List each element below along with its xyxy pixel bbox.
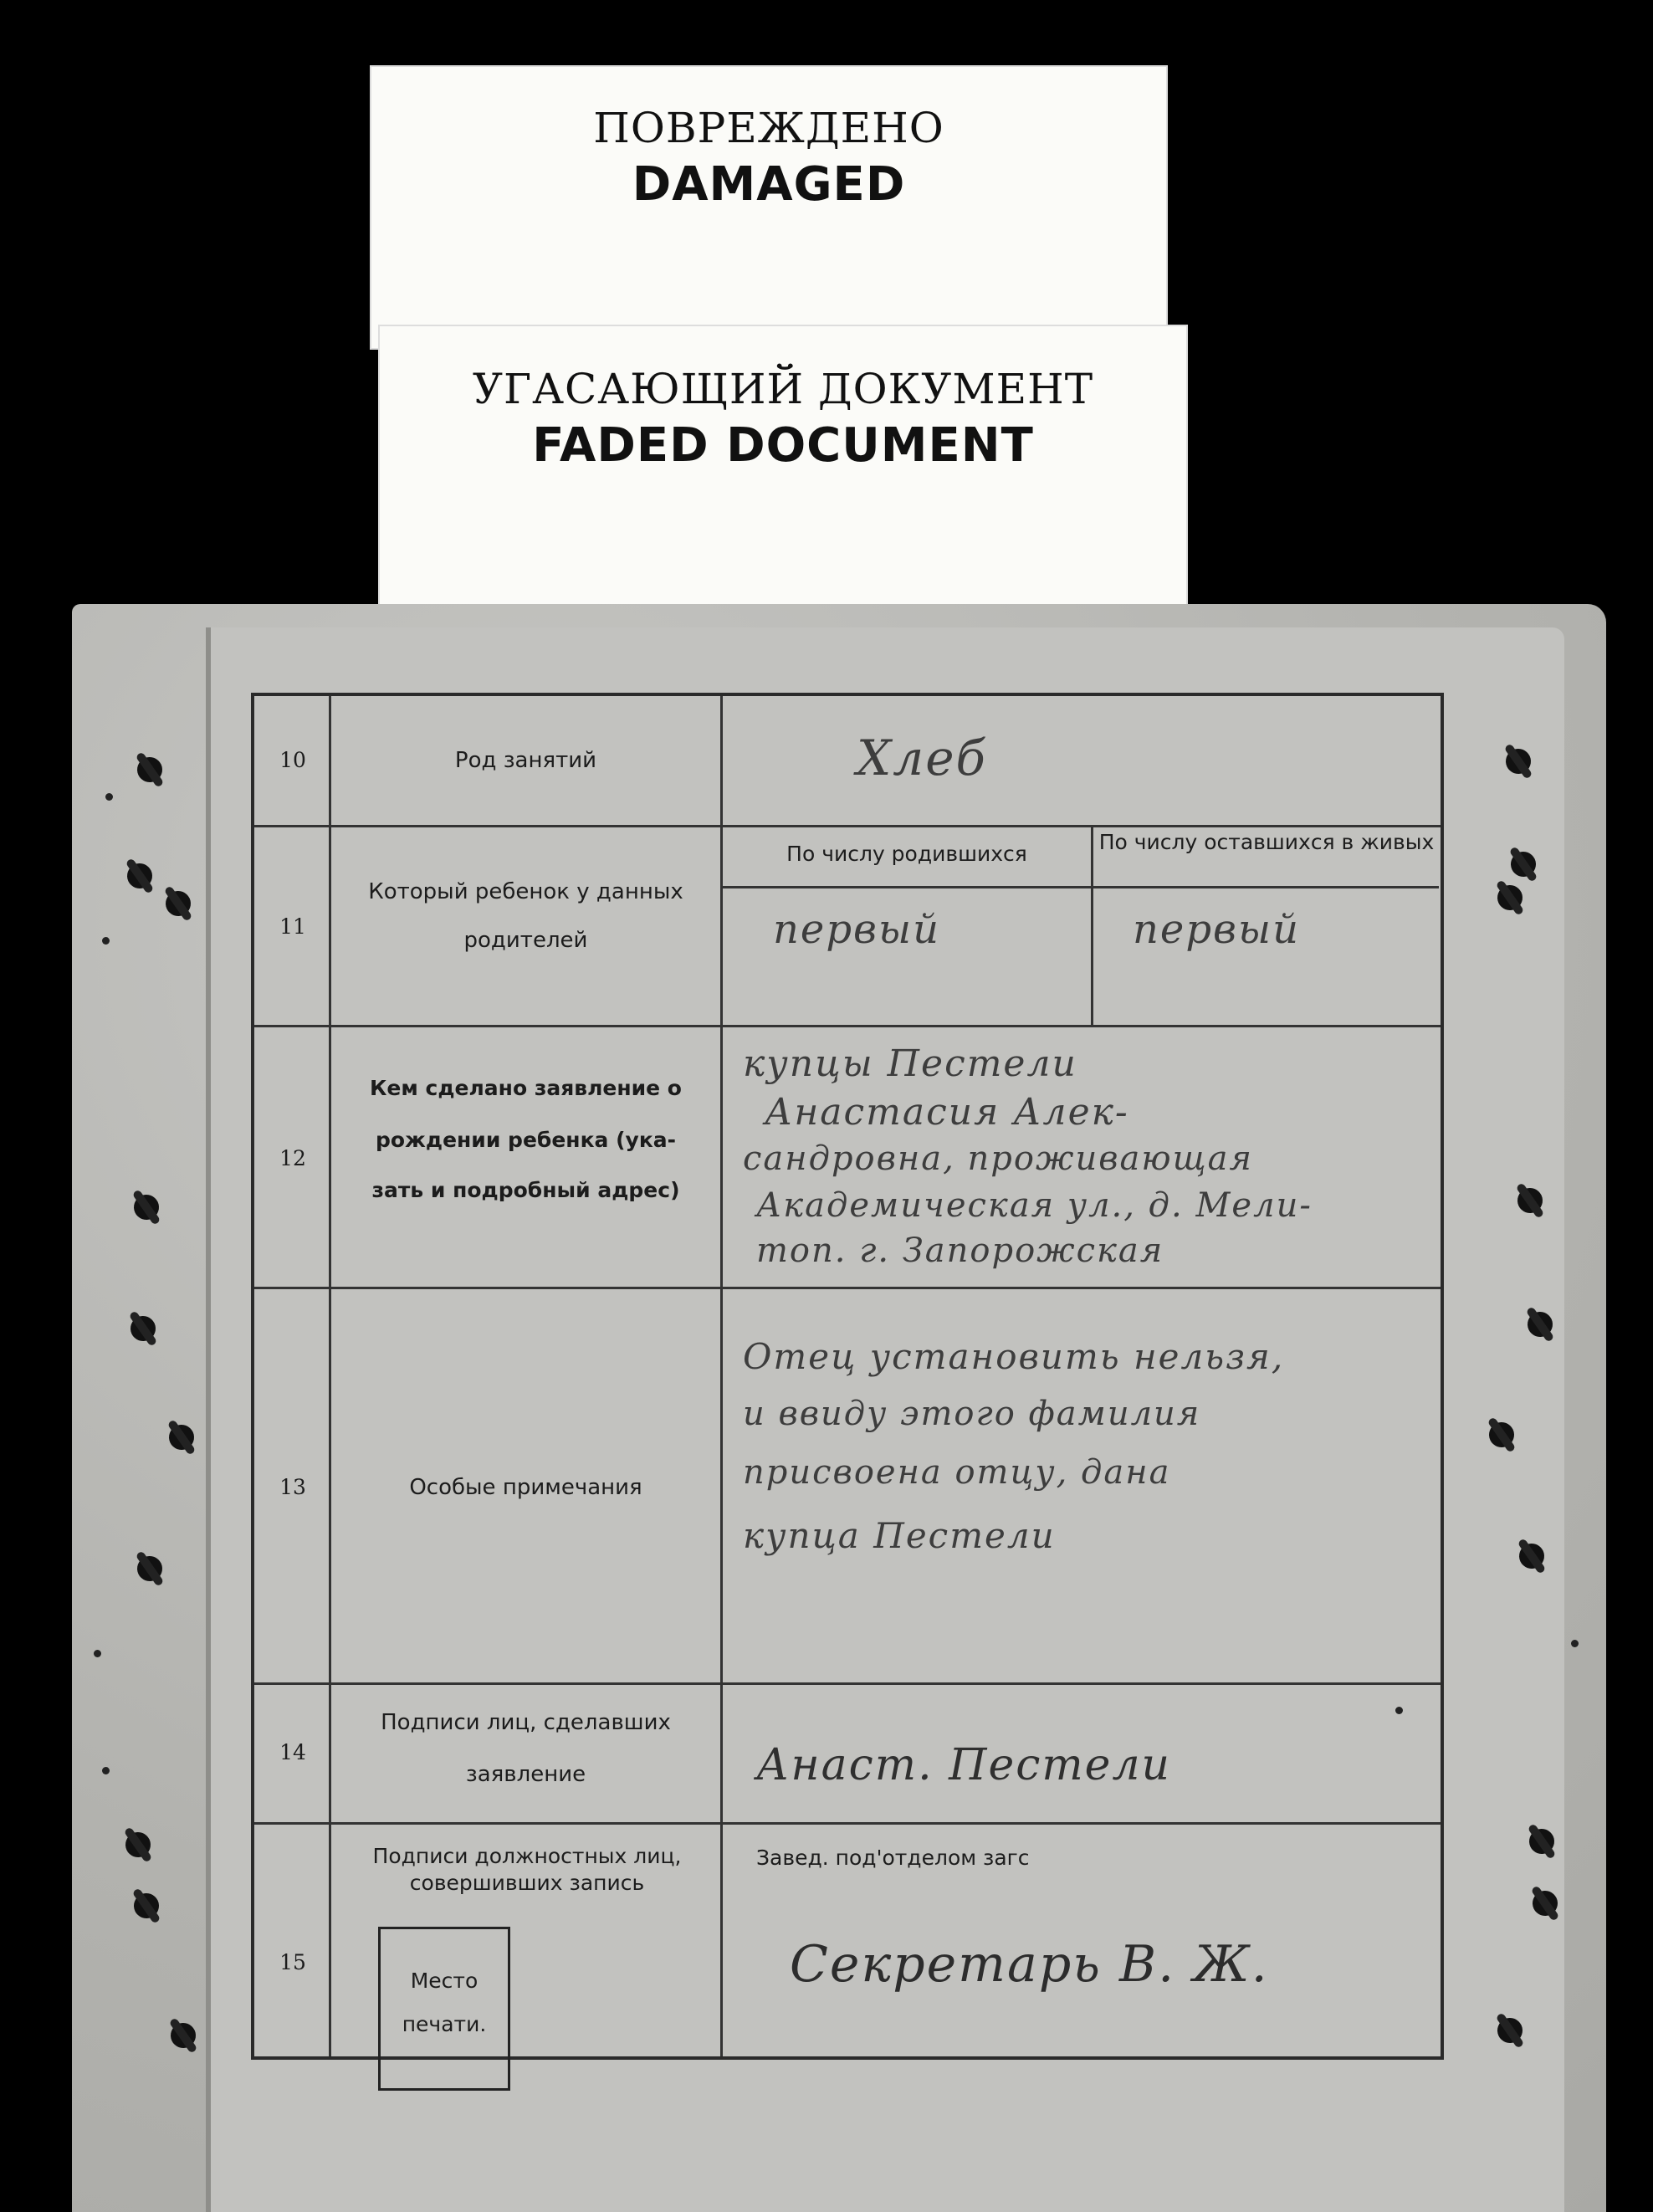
faded-label-card [378,325,1188,609]
row-number-cell [254,1825,331,2056]
row-label-cell [331,1685,723,1822]
row-declarant-signatures [254,1685,1441,1825]
column-divider [1091,827,1093,1025]
faded-label-en: FADED DOCUMENT [532,418,1034,473]
row-label-cell [331,1289,723,1682]
official-title: Завед. под'отделом загс [756,1846,1030,1870]
row-value-cell [723,1685,1441,1822]
row-label-cell [331,696,723,825]
row-number-cell [254,1685,331,1822]
seal-label-line: печати. [402,2012,487,2036]
declarant-signature: Анаст. Пестели [756,1740,1172,1790]
secretary-signature: Секретарь В. Ж. [790,1935,1269,1994]
handwritten-line: Анастасия Алек- [765,1091,1129,1134]
row-number: 13 [279,1475,306,1499]
paper-speck [94,1650,101,1657]
damaged-label-card [370,65,1168,350]
row-official-signatures [254,1825,1441,2056]
paper-speck [102,937,110,945]
handwritten-line: топ. г. Запорожская [756,1231,1164,1270]
row-number-cell [254,1027,331,1287]
row-number-cell [254,696,331,825]
row-label-line: заявление [465,1762,586,1787]
row-number: 10 [279,748,306,772]
handwritten-line: и ввиду этого фамилия [743,1395,1201,1433]
row-value-cell [723,827,1441,1025]
row-value-cell [723,1027,1441,1287]
row-label-cell [331,827,723,1025]
handwritten-value: Хлеб [857,730,987,786]
row-number: 15 [279,1950,306,1974]
handwritten-line: Академическая ул., д. Мели- [756,1186,1313,1225]
row-label-line: Подписи лиц, сделавших [381,1710,671,1735]
seal-placeholder-box [378,1927,510,2091]
handwritten-line: Отец установить нельзя, [743,1336,1285,1377]
paper-speck [102,1767,110,1774]
damaged-label-ru: ПОВРЕЖДЕНО [593,104,944,152]
handwritten-line: присвоена отцу, дана [743,1453,1171,1492]
row-label-line: родителей [463,928,588,953]
row-value-cell [723,696,1441,825]
row-label-line: Который ребенок у данных [368,879,683,904]
row-child-order [254,827,1441,1027]
row-label-line: зать и подробный адрес) [371,1178,680,1202]
col-alive-header: По числу оставшихся в живых [1098,830,1435,854]
row-label-line: рождении ребенка (ука- [375,1128,677,1152]
handwritten-line: купцы Пестели [743,1042,1077,1085]
row-number-cell [254,1289,331,1682]
row-number-cell [254,827,331,1025]
row-label-line: совершивших запись [409,1871,645,1895]
row-label-cell [331,1027,723,1287]
seal-label-line: Место [410,1969,478,1993]
handwritten-line: купца Пестели [743,1515,1056,1556]
record-form-table [251,693,1444,2060]
row-occupation [254,696,1441,827]
row-notes [254,1289,1441,1685]
col-born-header: По числу родившихся [786,842,1027,866]
row-value-cell [723,1825,1441,2056]
paper-speck [1571,1640,1579,1647]
row-label-cell [331,1825,723,2056]
row-label-line: Кем сделано заявление о [370,1076,682,1100]
handwritten-alive: первый [1133,906,1300,953]
row-label: Особые примечания [409,1475,642,1500]
row-value-cell [723,1289,1441,1682]
handwritten-line: сандровна, проживающая [743,1139,1253,1178]
handwritten-born: первый [773,906,940,953]
row-declarant [254,1027,1441,1289]
row-label: Род занятий [454,748,597,773]
row-number: 11 [279,914,306,939]
damaged-label-en: DAMAGED [632,157,906,212]
row-number: 14 [279,1740,306,1764]
row-number: 12 [279,1146,306,1170]
row-label-line: Подписи должностных лиц, [372,1844,682,1868]
paper-speck [105,793,113,801]
faded-label-ru: УГАСАЮЩИЙ ДОКУМЕНТ [472,365,1094,413]
